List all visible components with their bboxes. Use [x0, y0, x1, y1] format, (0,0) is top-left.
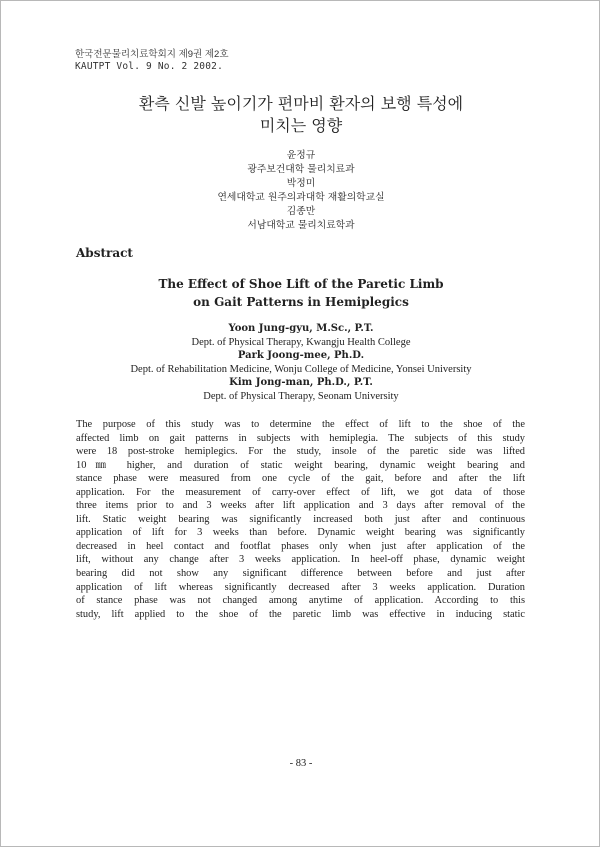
abstract-line: lift. Static weight bearing was significantly increased both just after and continuous: [76, 513, 525, 525]
abstract-body: [76, 418, 525, 621]
abstract-line: of stance phase was not changed among anytime of application. According to this: [76, 595, 525, 607]
abstract-line: stance phase were measured from one cycle of the gait, before and after the lift: [76, 473, 525, 485]
english-title-line-2: on Gait Patterns in Hemiplegics: [193, 295, 409, 309]
english-author-affiliation: Dept. of Rehabilitation Medicine, Wonju College of Medicine, Yonsei University: [130, 363, 472, 375]
abstract-line: were 18 post-stroke hemiplegics. For the study, insole of the paretic side was lifted: [76, 446, 525, 458]
abstract-line: affected limb on gait patterns in subjects with hemiplegia. The subjects of this study: [76, 432, 525, 444]
korean-author-affiliation: 연세대학교 원주의과대학 재활의학교실: [217, 192, 385, 203]
journal-header: [75, 49, 229, 73]
page-number: - 83 -: [289, 758, 313, 769]
abstract-line: The purpose of this study was to determine the effect of lift to the shoe of the: [76, 419, 525, 430]
english-title-line-1: The Effect of Shoe Lift of the Paretic Limb: [158, 277, 444, 291]
english-author-name: Kim Jong-man, Ph.D., P.T.: [229, 377, 373, 388]
english-author-affiliation: Dept. of Physical Therapy, Kwangju Health College: [191, 336, 411, 348]
korean-author-name: 박정미: [286, 178, 316, 189]
english-title: [1, 275, 600, 311]
abstract-line: lift, without any change after 3 weeks application. In heel-off phase, dynamic weight: [76, 554, 525, 566]
english-author-name: Yoon Jung-gyu, M.Sc., P.T.: [228, 323, 374, 334]
korean-author-name: 윤정규: [286, 150, 316, 161]
abstract-line: application of lift for 3 weeks than before. Dynamic weight bearing was significantly: [76, 527, 525, 539]
korean-author-affiliation: 광주보건대학 물리치료과: [247, 164, 355, 175]
abstract-line: decreased in heel contact and footflat phases only when just after application of the: [76, 540, 525, 552]
korean-authors: [1, 149, 600, 233]
english-authors: [1, 322, 600, 403]
abstract-line: 10㎜ higher, and duration of static weight bearing, dynamic weight bearing and: [76, 459, 525, 471]
journal-header-korean: 한국전문물리치료학회지 제9권 제2호: [75, 49, 229, 60]
journal-header-english: KAUTPT Vol. 9 No. 2 2002.: [75, 61, 223, 72]
english-author-affiliation: Dept. of Physical Therapy, Seonam University: [203, 390, 399, 402]
abstract-line: three items prior to and 3 weeks after lift application and 3 days after removal of the: [76, 500, 525, 512]
abstract-line: application of lift whereas significantly decreased after 3 weeks application. Duration: [76, 581, 525, 593]
english-author-name: Park Joong-mee, Ph.D.: [237, 350, 365, 361]
abstract-heading: Abstract: [76, 246, 133, 260]
abstract-line: bearing did not show any significant difference between before and just after: [76, 568, 525, 580]
korean-title-line-1: 환측 신발 높이기가 편마비 환자의 보행 특성에: [138, 94, 464, 113]
abstract-line: study, lift applied to the shoe of the paretic limb was effective in inducing static: [76, 608, 525, 620]
korean-title: [1, 93, 600, 137]
korean-author-affiliation: 서남대학교 물리치료학과: [247, 220, 355, 231]
abstract-line: application. For the measurement of carry-over effect of lift, we got data of those: [76, 486, 525, 498]
korean-title-line-2: 미치는 영향: [259, 116, 343, 135]
korean-author-name: 김종만: [286, 206, 316, 217]
